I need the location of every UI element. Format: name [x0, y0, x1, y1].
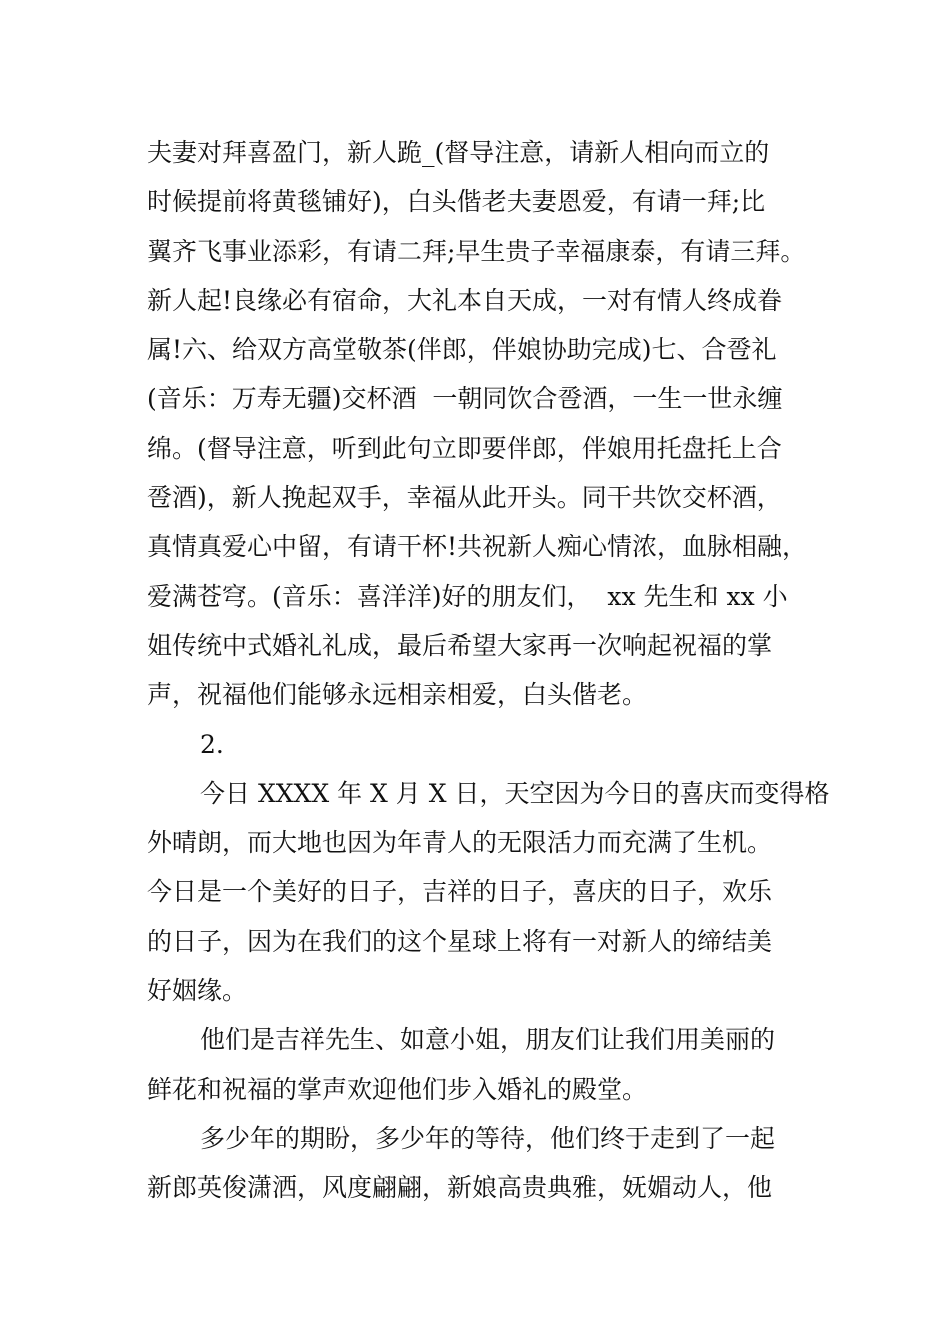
- text-line: 多少年的期盼，多少年的等待，他们终于走到了一起: [200, 1123, 776, 1153]
- text-line: 声，祝福他们能够永远相亲相爱，白头偕老。: [147, 680, 648, 710]
- text-line: 绵。(督导注意，听到此句立即要伴郎，伴娘用托盘托上合: [147, 433, 782, 463]
- text-line: 真情真爱心中留，有请干杯!共祝新人痴心情浓，血脉相融，: [147, 532, 808, 562]
- text-line: 好姻缘。: [147, 976, 248, 1006]
- text-line: 卺酒)，新人挽起双手，幸福从此开头。同干共饮交杯酒，: [147, 483, 782, 513]
- text-line: 爱满苍穹。(音乐：喜洋洋)好的朋友们， xx 先生和 xx 小: [147, 581, 788, 611]
- text-line: 时候提前将黄毯铺好)，白头偕老夫妻恩爱，有请一拜;比: [147, 187, 766, 217]
- text-line: 夫妻对拜喜盈门，新人跪_(督导注意，请新人相向而立的: [147, 138, 770, 167]
- text-line: 的日子，因为在我们的这个星球上将有一对新人的缔结美: [147, 926, 773, 956]
- text-line: 他们是吉祥先生、如意小姐，朋友们让我们用美丽的: [200, 1025, 776, 1055]
- text-line: 今日 XXXX 年 X 月 X 日，天空因为今日的喜庆而变得格: [200, 778, 830, 808]
- text-line: 外晴朗，而大地也因为年青人的无限活力而充满了生机。: [147, 828, 773, 858]
- text-line: 新人起!良缘必有宿命，大礼本自天成，一对有情人终成眷: [147, 285, 783, 315]
- text-line: 新郎英俊潇洒，风度翩翩，新娘高贵典雅，妩媚动人，他: [147, 1173, 773, 1203]
- text-line: 翼齐飞事业添彩，有请二拜;早生贵子幸福康泰，有请三拜。: [147, 236, 806, 266]
- text-line: 姐传统中式婚礼礼成，最后希望大家再一次响起祝福的掌: [147, 630, 773, 660]
- text-line: 今日是一个美好的日子，吉祥的日子，喜庆的日子，欢乐: [147, 877, 773, 907]
- document-body: [147, 128, 830, 1213]
- text-line: 鲜花和祝福的掌声欢迎他们步入婚礼的殿堂。: [147, 1074, 648, 1104]
- section-number: 2.: [200, 729, 224, 759]
- text-line: 属!六、给双方高堂敬茶(伴郎，伴娘协助完成)七、合卺礼: [147, 335, 777, 365]
- text-line: (音乐：万寿无疆)交杯酒 一朝同饮合卺酒，一生一世永缠: [147, 384, 783, 414]
